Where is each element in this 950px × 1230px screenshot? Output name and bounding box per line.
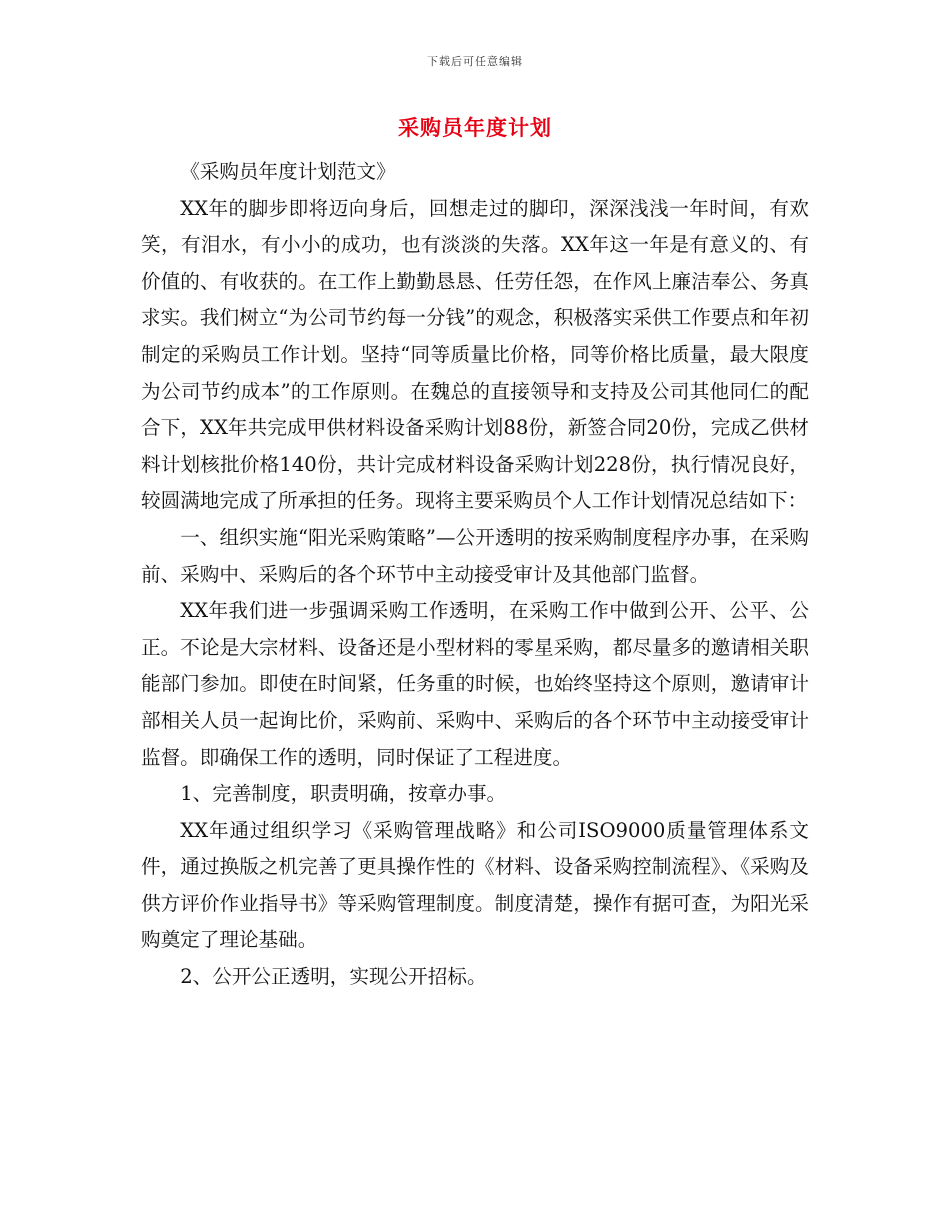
paragraph: XX年我们进一步强调采购工作透明，在采购工作中做到公开、公平、公正。不论是大宗材料、设备还是小型材料的零星采购，都尽量多的邀请相关职能部门参加。即使在时间紧，任务重的时候，也始终坚持这个原则，邀请审计部相关人员一起询比价，采购前、采购中、采购后的各个环节中主动接受审计监督。即确保工作的透明，同时保证了工程进度。	[141, 599, 809, 769]
paragraph: XX年的脚步即将迈向身后，回想走过的脚印，深深浅浅一年时间，有欢笑，有泪水，有小小的成功，也有淡淡的失落。XX年这一年是有意义的、有价值的、有收获的。在工作上勤勤恳恳、任劳任怨，在作风上廉洁奉公、务真求实。我们树立“为公司节约每一分钱”的观念，积极落实采供工作要点和年初制定的采购员工作计划。坚持“同等质量比价格，同等价格比质量，最大限度为公司节约成本”的工作原则。在魏总的直接领导和支持及公司其他同仁的配合下，XX年共完成甲供材料设备采购计划88份，新签合同20份，完成乙供材料计划核批价格140份，共计完成材料设备采购计划228份，执行情况良好，较圆满地完成了所承担的任务。现将主要采购员个人工作计划情况总结如下：	[141, 196, 809, 513]
paragraph-subtitle: 《采购员年度计划范文》	[180, 160, 396, 183]
paragraph: XX年通过组织学习《采购管理战略》和公司ISO9000质量管理体系文件，通过换版之机完善了更具操作性的《材料、设备采购控制流程》、《采购及供方评价作业指导书》等采购管理制度。制度清楚，操作有据可查，为阳光采购奠定了理论基础。	[141, 818, 809, 952]
section-heading: 一、组织实施“阳光采购策略”—公开透明的按采购制度程序办事，在采购前、采购中、采购后的各个环节中主动接受审计及其他部门监督。	[141, 525, 809, 586]
document-title: 采购员年度计划	[398, 116, 552, 140]
header-note: 下载后可任意编辑	[427, 55, 523, 68]
subsection-heading: 1、完善制度，职责明确，按章办事。	[180, 782, 507, 806]
document-body	[141, 154, 809, 996]
subsection-heading: 2、公开公正透明，实现公开招标。	[180, 965, 487, 989]
